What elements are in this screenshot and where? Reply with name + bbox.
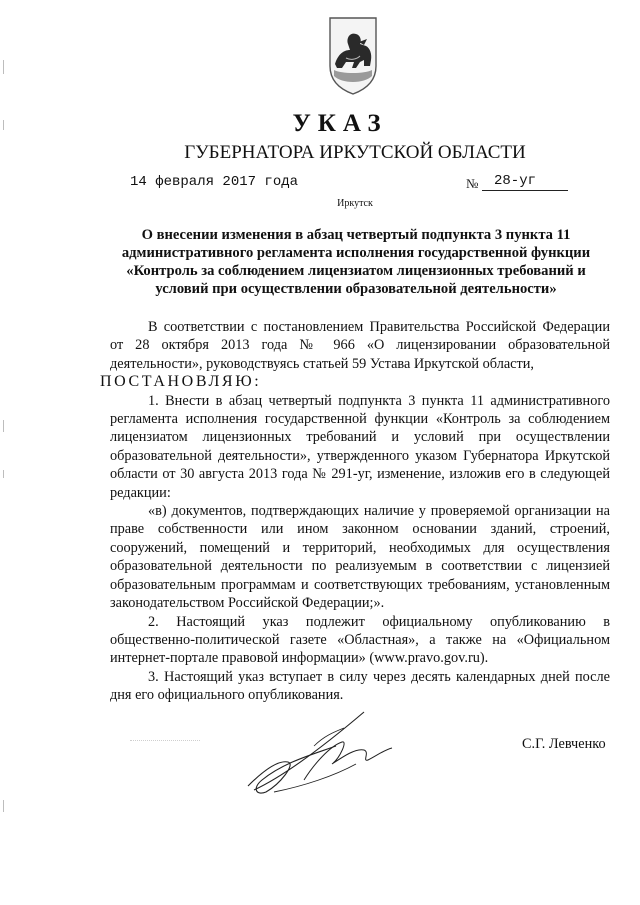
intro-paragraph: В соответствии с постановлением Правительства Российской Федерации от 28 октября 2013 года № 966 «О лицензировании образовательной деятельности», руководствуясь статьей 59 Устава Иркутской области, xyxy=(110,319,610,372)
faint-stamp-trace xyxy=(130,740,200,741)
item-2-paragraph: 2. Настоящий указ подлежит официальному опубликованию в общественно-политической газете «Областная», а также на «Официальном интернет-портале правовой информации» (www.pravo.gov.ru). xyxy=(110,613,610,667)
document-heading xyxy=(112,226,600,298)
scan-mark xyxy=(3,470,4,478)
item-1-quote-paragraph: «в) документов, подтверждающих наличие у проверяемой организации на праве собственности или ином законном основании зданий, строений, сооружений, помещений и территорий, необходимых для осуществления образовательной деятельности по реализуемым в соответствии с лицензией образовательным программам и соответствующих требованиям, установленным законодательством Российской Федерации;». xyxy=(110,503,610,612)
document-subtitle: ГУБЕРНАТОРА ИРКУТСКОЙ ОБЛАСТИ xyxy=(184,142,526,163)
document-date: 14 февраля 2017 года xyxy=(130,174,299,190)
decree-word: ПОСТАНОВЛЯЮ: xyxy=(100,373,262,391)
heading-line: «Контроль за соблюдением лицензиатом лицензионных требований и xyxy=(126,263,586,279)
document-city: Иркутск xyxy=(337,198,373,209)
document-body xyxy=(100,318,610,705)
item-3-paragraph: 3. Настоящий указ вступает в силу через десять календарных дней после дня его официального опубликования. xyxy=(110,668,610,704)
item-1-paragraph: 1. Внести в абзац четвертый подпункта 3 пункта 11 административного регламента исполнения государственной функции «Контроль за соблюдением лицензиатом лицензионных требований и условий при осуществлении образовательной деятельности», утвержденного указом Губернатора Иркутской области от 30 августа 2013 года № 291-уг, изменение, изложив его в следующей редакции: xyxy=(110,392,610,501)
number-label: № xyxy=(466,176,479,191)
irkutsk-coat-of-arms-icon xyxy=(326,14,380,96)
scan-mark xyxy=(3,420,4,432)
heading-line: административного регламента исполнения государственной функции xyxy=(121,245,591,261)
scan-mark xyxy=(3,800,4,812)
scan-mark xyxy=(3,60,4,74)
handwritten-signature xyxy=(244,706,394,796)
signer-name: С.Г. Левченко xyxy=(522,736,606,752)
heading-line: О внесении изменения в абзац четвертый подпункта 3 пункта 11 xyxy=(141,227,571,243)
heading-line: условий при осуществлении образовательной деятельности» xyxy=(155,281,557,297)
document-number: 28-уг xyxy=(482,174,568,191)
document-title: УКАЗ xyxy=(292,110,388,137)
